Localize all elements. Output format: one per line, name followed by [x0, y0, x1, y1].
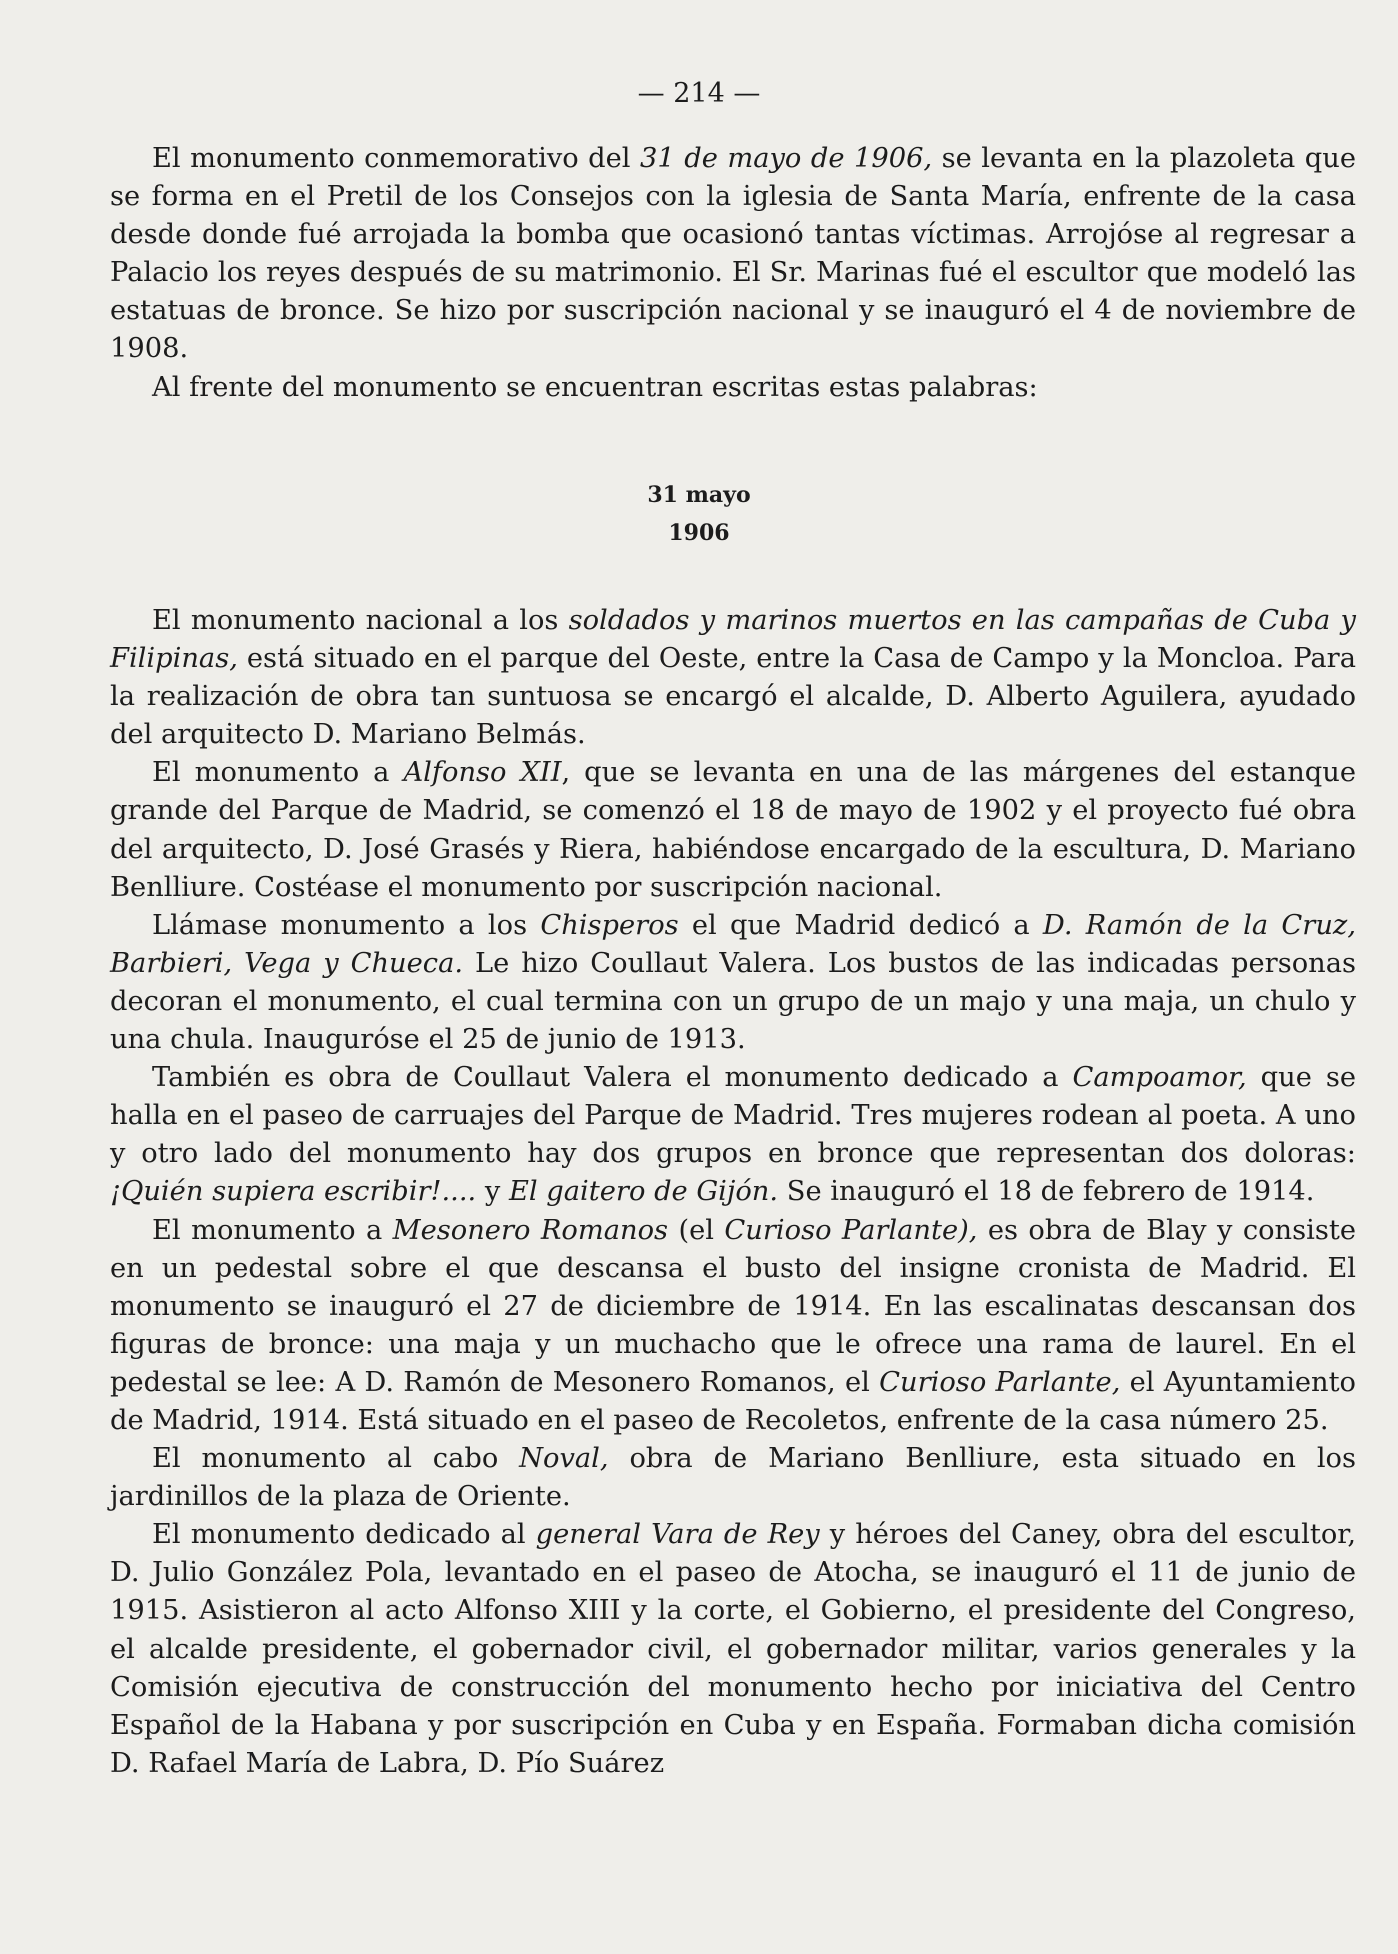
paragraph — [110, 1212, 1356, 1441]
italic-run: D. Ramón de la Cruz, Barbieri, Vega y Chueca. — [110, 909, 1356, 979]
paragraph — [110, 1059, 1356, 1211]
text-run: el Ayuntamiento de Madrid, 1914. Está situado en el paseo de Recoletos, enfrente de la casa número 25. — [110, 1366, 1356, 1436]
italic-run: Chisperos — [540, 909, 679, 941]
italic-run: ¡Quién supiera escribir!.... — [110, 1176, 477, 1208]
page-number: — 214 — — [637, 78, 761, 109]
paragraph — [110, 907, 1356, 1059]
inscription — [0, 476, 1398, 552]
text-run: (el — [668, 1214, 725, 1246]
paragraph — [110, 602, 1356, 754]
text-run: se levanta en la plazoleta que se forma en el Pretil de los Consejos con la iglesia de Santa María, enfrente de la casa desde donde fué arrojada la bomba que ocasionó tantas víctimas. Arrojóse al regresar a Palacio los reyes después de su matrimonio. El Sr. Marinas fué el escultor que modeló las estatuas de bronce. Se hizo por suscripción nacional y se inauguró el 4 de noviembre de 1908. — [110, 143, 1356, 365]
italic-run: El gaitero de Gijón. — [508, 1176, 779, 1208]
text-run: El monumento nacional a los — [152, 605, 569, 636]
text-run: El monumento a — [152, 1214, 393, 1246]
text-run: El monumento conmemorativo del — [152, 143, 641, 174]
text-run: El monumento a — [152, 757, 404, 789]
text-run: Le hizo Coullaut Valera. Los bustos de las indicadas personas decoran el monumento, el cual termina con un grupo de un majo y una maja, un chulo y una chula. Inauguróse el 25 de junio de 1913. — [110, 947, 1356, 1056]
text-run: Llámase monumento a los — [152, 909, 541, 941]
italic-run: Curioso Parlante, — [879, 1366, 1121, 1398]
italic-run: general Vara de Rey — [535, 1519, 820, 1551]
body-text — [110, 602, 1356, 1783]
text-run: y héroes del Caney, obra del escultor, D. Julio González Pola, levantado en el paseo de Atocha, se inauguró el 11 de junio de 1915. Asistieron al acto Alfonso XIII y la corte, el Gobierno, el presidente del Congreso, el alcalde presidente, el gobernador civil, el gobernador militar, varios generales y la Comisión ejecutiva de construcción del monumento hecho por iniciativa del Centro Español de la Habana y por suscripción en Cuba y en España. Formaban dicha comisión D. Rafael María de Labra, D. Pío Suárez — [110, 1519, 1356, 1779]
italic-run: Mesonero Romanos — [392, 1214, 669, 1246]
paragraph — [110, 754, 1356, 906]
text-run: Al frente del monumento se encuentran escritas estas palabras: — [152, 371, 1038, 403]
paragraph — [110, 1516, 1356, 1783]
text-run: También es obra de Coullaut Valera el monumento dedicado a — [152, 1062, 1073, 1094]
text-run: El monumento dedicado al — [152, 1519, 536, 1551]
text-run: obra de Mariano Benlliure, esta situado en los jardinillos de la plaza de Oriente. — [110, 1443, 1356, 1513]
text-run: es obra de Blay y consiste en un pedestal sobre el que descansa el busto del insigne cronista de Madrid. El monumento se inauguró el 27 de diciembre de 1914. En las escalinatas descansan dos figuras de bronce: una maja y un muchacho que le ofrece una rama de laurel. En el pedestal se lee: A D. Ramón de Mesonero Romanos, el — [110, 1214, 1357, 1398]
italic-run: Curioso Parlante), — [724, 1214, 978, 1246]
text-run: está situado en el parque del Oeste, entre la Casa de Campo y la Moncloa. Para la realización de obra tan suntuosa se encargó el alcalde, D. Alberto Aguilera, ayudado del arquitecto D. Mariano Belmás. — [110, 643, 1356, 751]
text-run: que se halla en el paseo de carruajes del Parque de Madrid. Tres mujeres rodean al poeta. A uno y otro lado del monumento hay dos grupos en bronce que representan dos doloras: — [110, 1062, 1356, 1170]
paragraph — [110, 369, 1356, 407]
paragraph — [110, 140, 1356, 369]
italic-run: Alfonso XII — [403, 757, 562, 789]
text-run: El monumento al cabo — [152, 1443, 520, 1475]
italic-run: Noval, — [519, 1443, 609, 1475]
inscription-date: 31 mayo — [647, 482, 751, 508]
inscription-year: 1906 — [668, 520, 730, 546]
italic-run: soldados y marinos muertos en las campañas de Cuba y Filipinas, — [110, 605, 1356, 675]
italic-run: Campoamor, — [1072, 1062, 1247, 1094]
text-run: Se inauguró el 18 de febrero de 1914. — [778, 1176, 1315, 1208]
intro-text — [110, 140, 1356, 407]
text-run: , que se levanta en una de las márgenes del estanque grande del Parque de Madrid, se comenzó el 18 de mayo de 1902 y el proyecto fué obra del arquitecto, D. José Grasés y Riera, habiéndose encargado de la escultura, D. Mariano Benlliure. Costéase el monumento por suscripción nacional. — [110, 757, 1356, 903]
text-run: el que Madrid dedicó a — [678, 909, 1043, 941]
italic-run: 31 de mayo de 1906, — [640, 143, 933, 174]
paragraph — [110, 1440, 1356, 1516]
text-run: y — [476, 1176, 509, 1208]
